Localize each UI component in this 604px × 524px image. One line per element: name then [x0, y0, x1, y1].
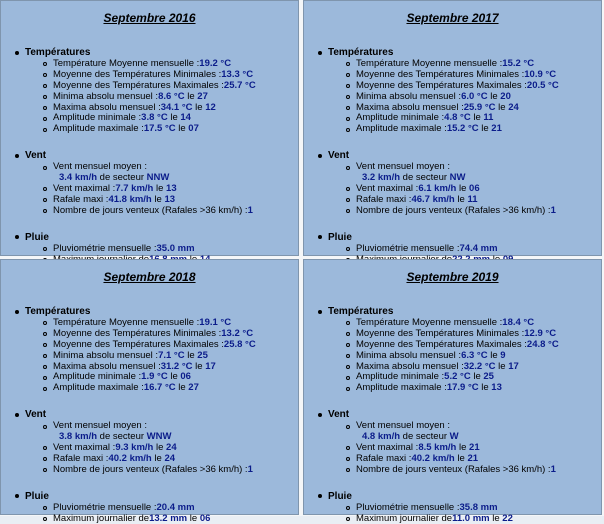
list-item: Moyenne des Températures Minimales : 10.9 °C	[346, 70, 601, 81]
circle-bullet-icon	[346, 506, 350, 510]
circle-bullet-icon	[346, 73, 350, 77]
circle-bullet-icon	[346, 198, 350, 202]
month-panel	[0, 0, 299, 256]
list-item: Vent maximal : 9.3 km/h le 24	[43, 443, 298, 454]
circle-bullet-icon	[346, 343, 350, 347]
rain-section	[318, 490, 601, 524]
circle-bullet-icon	[43, 376, 47, 380]
bullet-icon	[15, 235, 19, 239]
circle-bullet-icon	[346, 387, 350, 391]
circle-bullet-icon	[346, 446, 350, 450]
section-title: Vent	[25, 409, 47, 421]
circle-bullet-icon	[43, 247, 47, 251]
list-item: Moyenne des Températures Maximales : 25.8 °C	[43, 340, 298, 351]
bullet-icon	[318, 154, 322, 158]
section-title: Températures	[328, 306, 394, 317]
section-title: Vent	[25, 150, 47, 162]
list-item: Vent mensuel moyen :	[43, 421, 298, 432]
list-item: Amplitude minimale : 3.8 °C le 14	[43, 113, 298, 124]
section-title: Pluie	[328, 231, 352, 243]
circle-bullet-icon	[43, 106, 47, 110]
circle-bullet-icon	[43, 73, 47, 77]
section-title: Températures	[328, 47, 394, 58]
section-title: Vent	[328, 150, 350, 162]
bullet-icon	[15, 154, 19, 158]
list-item-continuation: 3.4 km/h de secteur NNW	[59, 172, 170, 184]
circle-bullet-icon	[346, 321, 350, 325]
section-title: Pluie	[25, 231, 49, 243]
list-item: Pluviométrie mensuelle : 35.8 mm	[346, 503, 601, 514]
list-item: Amplitude maximale : 16.7 °C le 27	[43, 383, 298, 394]
circle-bullet-icon	[43, 209, 47, 213]
list-item: Moyenne des Températures Maximales : 25.7 °C	[43, 81, 298, 92]
list-item: Amplitude minimale : 5.2 °C le 25	[346, 372, 601, 383]
circle-bullet-icon	[346, 354, 350, 358]
circle-bullet-icon	[346, 247, 350, 251]
circle-bullet-icon	[43, 95, 47, 99]
circle-bullet-icon	[346, 457, 350, 461]
list-item: Pluviométrie mensuelle : 20.4 mm	[43, 503, 298, 514]
bullet-icon	[318, 494, 322, 498]
section-title: Températures	[25, 47, 91, 58]
list-item: Vent maximal : 7.7 km/h le 13	[43, 184, 298, 195]
temperature-section	[318, 305, 601, 394]
section-title: Vent	[328, 409, 350, 421]
circle-bullet-icon	[346, 209, 350, 213]
list-item-continuation: 4.8 km/h de secteur W	[362, 431, 459, 443]
list-item-continuation: 3.2 km/h de secteur NW	[362, 172, 466, 184]
bullet-icon	[15, 51, 19, 55]
circle-bullet-icon	[43, 506, 47, 510]
rain-section	[15, 490, 298, 524]
circle-bullet-icon	[43, 343, 47, 347]
list-item: Maximum journalier de 13.2 mm le 06	[43, 514, 298, 524]
bullet-icon	[318, 413, 322, 417]
list-item: Nombre de jours venteux (Rafales >36 km/h) : 1	[346, 465, 601, 476]
list-item: Moyenne des Températures Maximales : 24.8 °C	[346, 340, 601, 351]
list-item: Maxima absolu mensuel : 32.2 °C le 17	[346, 362, 601, 373]
section-title: Pluie	[25, 490, 49, 502]
circle-bullet-icon	[43, 446, 47, 450]
list-item: Vent mensuel moyen :	[43, 162, 298, 173]
circle-bullet-icon	[43, 117, 47, 121]
list-item: Amplitude minimale : 1.9 °C le 06	[43, 372, 298, 383]
circle-bullet-icon	[43, 332, 47, 336]
circle-bullet-icon	[43, 198, 47, 202]
list-item: Amplitude maximale : 17.5 °C le 07	[43, 124, 298, 135]
list-item: Rafale maxi : 46.7 km/h le 11	[346, 195, 601, 206]
month-panel	[303, 0, 602, 256]
circle-bullet-icon	[43, 62, 47, 66]
wind-section	[15, 408, 298, 475]
month-panel	[0, 259, 299, 524]
list-item: Minima absolu mensuel : 6.3 °C le 9	[346, 351, 601, 362]
panel-title: Septembre 2018	[103, 270, 196, 284]
bullet-icon	[15, 494, 19, 498]
list-item: Température Moyenne mensuelle : 19.1 °C	[43, 318, 298, 329]
list-item: Maxima absolu mensuel : 25.9 °C le 24	[346, 103, 601, 114]
list-item: Nombre de jours venteux (Rafales >36 km/h) : 1	[43, 465, 298, 476]
wind-section	[318, 408, 601, 475]
list-item: Rafale maxi : 41.8 km/h le 13	[43, 195, 298, 206]
panel-title: Septembre 2017	[406, 11, 499, 25]
circle-bullet-icon	[43, 457, 47, 461]
circle-bullet-icon	[346, 117, 350, 121]
list-item: Minima absolu mensuel : 6.0 °C le 20	[346, 92, 601, 103]
circle-bullet-icon	[43, 187, 47, 191]
list-item: Vent mensuel moyen :	[346, 421, 601, 432]
circle-bullet-icon	[346, 187, 350, 191]
circle-bullet-icon	[346, 84, 350, 88]
list-item: Moyenne des Températures Minimales : 13.3 °C	[43, 70, 298, 81]
list-item: Pluviométrie mensuelle : 35.0 mm	[43, 244, 298, 255]
list-item: Nombre de jours venteux (Rafales >36 km/h) : 1	[346, 206, 601, 217]
list-item: Moyenne des Températures Minimales : 13.2 °C	[43, 329, 298, 340]
list-item: Vent maximal : 8.5 km/h le 21	[346, 443, 601, 454]
list-item: Maximum journalier de 11.0 mm le 22	[346, 514, 601, 524]
circle-bullet-icon	[346, 95, 350, 99]
bullet-icon	[318, 310, 322, 314]
bullet-icon	[15, 310, 19, 314]
list-item: Vent mensuel moyen :	[346, 162, 601, 173]
bullet-icon	[15, 413, 19, 417]
list-item: Température Moyenne mensuelle : 19.2 °C	[43, 59, 298, 70]
circle-bullet-icon	[43, 387, 47, 391]
wind-section	[15, 149, 298, 216]
list-item: Moyenne des Températures Maximales : 20.5 °C	[346, 81, 601, 92]
list-item: Moyenne des Températures Minimales : 12.9 °C	[346, 329, 601, 340]
list-item: Température Moyenne mensuelle : 18.4 °C	[346, 318, 601, 329]
month-panel	[303, 259, 602, 524]
circle-bullet-icon	[346, 332, 350, 336]
list-item-continuation: 3.8 km/h de secteur WNW	[59, 431, 172, 443]
circle-bullet-icon	[346, 425, 350, 429]
section-title: Températures	[25, 306, 91, 317]
list-item: Amplitude minimale : 4.8 °C le 11	[346, 113, 601, 124]
section-title: Pluie	[328, 490, 352, 502]
wind-section	[318, 149, 601, 216]
list-item: Amplitude maximale : 15.2 °C le 21	[346, 124, 601, 135]
circle-bullet-icon	[43, 425, 47, 429]
list-item: Vent maximal : 6.1 km/h le 06	[346, 184, 601, 195]
list-item: Rafale maxi : 40.2 km/h le 24	[43, 454, 298, 465]
panel-title: Septembre 2016	[103, 11, 196, 25]
circle-bullet-icon	[43, 365, 47, 369]
circle-bullet-icon	[346, 468, 350, 472]
circle-bullet-icon	[346, 62, 350, 66]
list-item: Température Moyenne mensuelle : 15.2 °C	[346, 59, 601, 70]
bullet-icon	[318, 235, 322, 239]
circle-bullet-icon	[346, 106, 350, 110]
circle-bullet-icon	[346, 376, 350, 380]
list-item: Amplitude maximale : 17.9 °C le 13	[346, 383, 601, 394]
list-item: Minima absolu mensuel : 7.1 °C le 25	[43, 351, 298, 362]
list-item: Minima absolu mensuel : 8.6 °C le 27	[43, 92, 298, 103]
panel-title: Septembre 2019	[406, 270, 499, 284]
circle-bullet-icon	[43, 166, 47, 170]
list-item: Rafale maxi : 40.2 km/h le 21	[346, 454, 601, 465]
circle-bullet-icon	[43, 354, 47, 358]
list-item: Nombre de jours venteux (Rafales >36 km/h) : 1	[43, 206, 298, 217]
circle-bullet-icon	[346, 166, 350, 170]
bullet-icon	[318, 51, 322, 55]
circle-bullet-icon	[346, 365, 350, 369]
temperature-section	[15, 305, 298, 394]
circle-bullet-icon	[43, 84, 47, 88]
circle-bullet-icon	[346, 128, 350, 132]
list-item: Maxima absolu mensuel : 34.1 °C le 12	[43, 103, 298, 114]
list-item: Maxima absolu mensuel : 31.2 °C le 17	[43, 362, 298, 373]
circle-bullet-icon	[43, 321, 47, 325]
temperature-section	[318, 46, 601, 135]
circle-bullet-icon	[346, 517, 350, 521]
circle-bullet-icon	[43, 517, 47, 521]
temperature-section	[15, 46, 298, 135]
circle-bullet-icon	[43, 468, 47, 472]
circle-bullet-icon	[43, 128, 47, 132]
list-item: Pluviométrie mensuelle : 74.4 mm	[346, 244, 601, 255]
